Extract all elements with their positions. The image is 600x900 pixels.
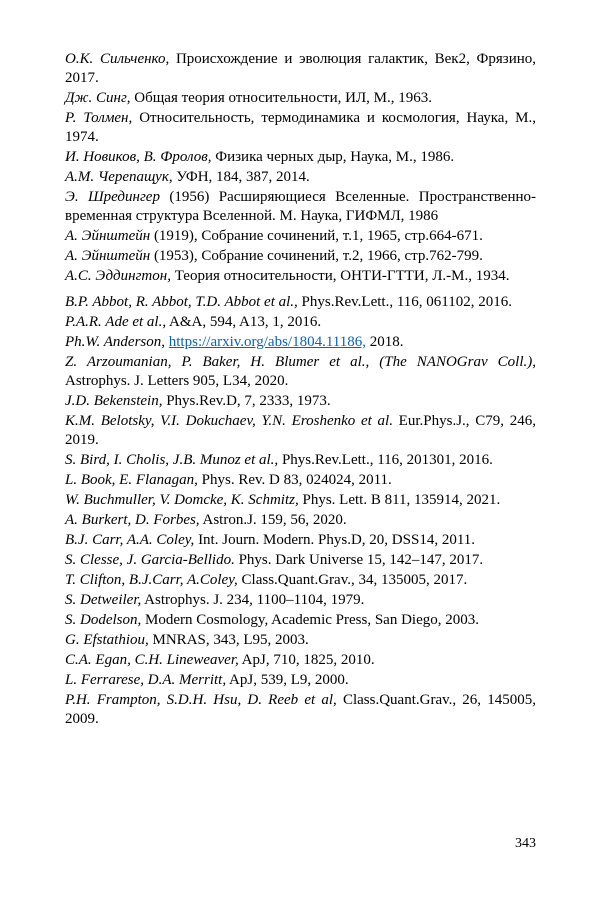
reference-authors: Э. Шредингер	[65, 189, 160, 205]
reference-authors: Z. Arzoumanian, P. Baker, H. Blumer et al., (The NANOGrav Coll.),	[65, 354, 536, 370]
reference-authors: S. Clesse, J. Garcia-Bellido.	[65, 552, 235, 568]
reference-text: Int. Journ. Modern. Phys.D, 20, DSS14, 2011.	[194, 532, 476, 548]
reference-text: Phys.Rev.Lett., 116, 201301, 2016.	[278, 452, 493, 468]
reference-authors: K.M. Belotsky, V.I. Dokuchaev, Y.N. Eroshenko et al.	[65, 413, 393, 429]
reference-text: ApJ, 539, L9, 2000.	[226, 672, 349, 688]
reference-text: , Общая теория относительности, ИЛ, М., 1963.	[126, 90, 432, 106]
reference-text: , Class.Quant.Grav., 26, 145005, 2009.	[65, 692, 536, 727]
reference-authors: А.С. Эддингтон,	[65, 268, 171, 284]
reference-text: Modern Cosmology, Academic Press, San Diego, 2003.	[141, 612, 479, 628]
reference-authors: G. Efstathiou,	[65, 632, 149, 648]
reference-item	[65, 293, 536, 312]
reference-authors: Дж. Синг	[65, 90, 127, 106]
reference-item	[65, 611, 536, 630]
reference-text: Astron.J. 159, 56, 2020.	[199, 512, 347, 528]
reference-authors: Р. Толмен,	[65, 110, 133, 126]
reference-item	[65, 491, 536, 510]
reference-authors: A. Burkert, D. Forbes,	[65, 512, 200, 528]
reference-item	[65, 651, 536, 670]
reference-text: Физика черных дыр, Наука, М., 1986.	[211, 149, 455, 165]
reference-authors: B.P. Abbot, R. Abbot, T.D. Abbot et al.,	[65, 294, 298, 310]
reference-authors: И. Новиков, В. Фролов,	[65, 149, 212, 165]
reference-text: (1919), Собрание сочинений, т.1, 1965, стр.664-671.	[150, 228, 483, 244]
reference-item	[65, 471, 536, 490]
reference-item	[65, 571, 536, 590]
reference-authors: C.A. Egan, C.H. Lineweaver,	[65, 652, 239, 668]
reference-authors: P.A.R. Ade et al.,	[65, 314, 167, 330]
reference-text: Astrophys. J. Letters 905, L34, 2020.	[65, 373, 289, 389]
reference-text: Phys. Lett. B 811, 135914, 2021.	[298, 492, 501, 508]
reference-item	[65, 50, 536, 88]
reference-item	[65, 412, 536, 450]
reference-authors: L. Book, E. Flanagan,	[65, 472, 198, 488]
reference-item	[65, 671, 536, 690]
reference-authors: А.М. Черепащук,	[65, 169, 173, 185]
reference-item	[65, 188, 536, 226]
reference-text: MNRAS, 343, L95, 2003.	[148, 632, 309, 648]
reference-authors: J.D. Bekenstein,	[65, 393, 163, 409]
reference-text: ApJ, 710, 1825, 2010.	[238, 652, 375, 668]
reference-text: Phys. Rev. D 83, 024024, 2011.	[197, 472, 392, 488]
reference-item	[65, 313, 536, 332]
reference-item	[65, 333, 536, 352]
reference-item	[65, 109, 536, 147]
reference-text: Eur.Phys.J., C79, 246, 2019.	[65, 413, 536, 448]
document-page	[65, 50, 536, 730]
reference-text: Class.Quant.Grav., 34, 135005, 2017.	[237, 572, 468, 588]
reference-item	[65, 392, 536, 411]
reference-item	[65, 353, 536, 391]
reference-item	[65, 691, 536, 729]
reference-text: Phys.Rev.D, 7, 2333, 1973.	[162, 393, 331, 409]
reference-authors: S. Bird, I. Cholis, J.B. Munoz et al.,	[65, 452, 279, 468]
reference-text: Относительность, термодинамика и космология, Наука, М., 1974.	[65, 110, 536, 145]
reference-authors: T. Clifton, B.J.Carr, A.Coley,	[65, 572, 238, 588]
reference-item	[65, 89, 536, 108]
reference-item	[65, 451, 536, 470]
reference-text: 2018.	[365, 334, 404, 350]
reference-authors: А. Эйнштейн	[65, 248, 151, 264]
reference-item	[65, 247, 536, 266]
reference-item	[65, 168, 536, 187]
reference-text: УФН, 184, 387, 2014.	[172, 169, 310, 185]
reference-authors: S. Dodelson,	[65, 612, 142, 628]
reference-authors: S. Detweiler,	[65, 592, 142, 608]
reference-text: (1953), Собрание сочинений, т.2, 1966, стр.762-799.	[150, 248, 483, 264]
reference-text: Astrophys. J. 234, 1100–1104, 1979.	[141, 592, 365, 608]
reference-authors: L. Ferrarese, D.A. Merritt,	[65, 672, 227, 688]
page-number: 343	[515, 836, 536, 851]
references-list	[65, 50, 536, 729]
reference-text: Теория относительности, ОНТИ-ГТТИ, Л.-М., 1934.	[170, 268, 510, 284]
reference-item	[65, 267, 536, 286]
reference-item	[65, 511, 536, 530]
reference-text: Phys.Rev.Lett., 116, 061102, 2016.	[297, 294, 512, 310]
reference-item	[65, 148, 536, 167]
reference-authors: Ph.W. Anderson,	[65, 334, 169, 350]
reference-item	[65, 227, 536, 246]
arxiv-link[interactable]: https://arxiv.org/abs/1804.11186,	[168, 334, 366, 350]
reference-authors: W. Buchmuller, V. Domcke, K. Schmitz,	[65, 492, 299, 508]
reference-authors: B.J. Carr, A.A. Coley,	[65, 532, 195, 548]
reference-item	[65, 631, 536, 650]
reference-text: A&A, 594, A13, 1, 2016.	[166, 314, 322, 330]
reference-authors: P.H. Frampton, S.D.H. Hsu, D. Reeb et al	[65, 692, 334, 708]
reference-text: , Происхождение и эволюция галактик, Век2, Фрязино, 2017.	[65, 51, 537, 86]
reference-item	[65, 531, 536, 550]
reference-text: Phys. Dark Universe 15, 142–147, 2017.	[234, 552, 484, 568]
reference-item	[65, 551, 536, 570]
reference-authors: О.К. Сильченко	[65, 51, 166, 67]
reference-item	[65, 591, 536, 610]
reference-text: (1956) Расширяющиеся Вселенные. Пространственно-временная структура Вселенной. М. Наука, ГИФМЛ, 1986	[65, 189, 536, 224]
reference-authors: А. Эйнштейн	[65, 228, 151, 244]
